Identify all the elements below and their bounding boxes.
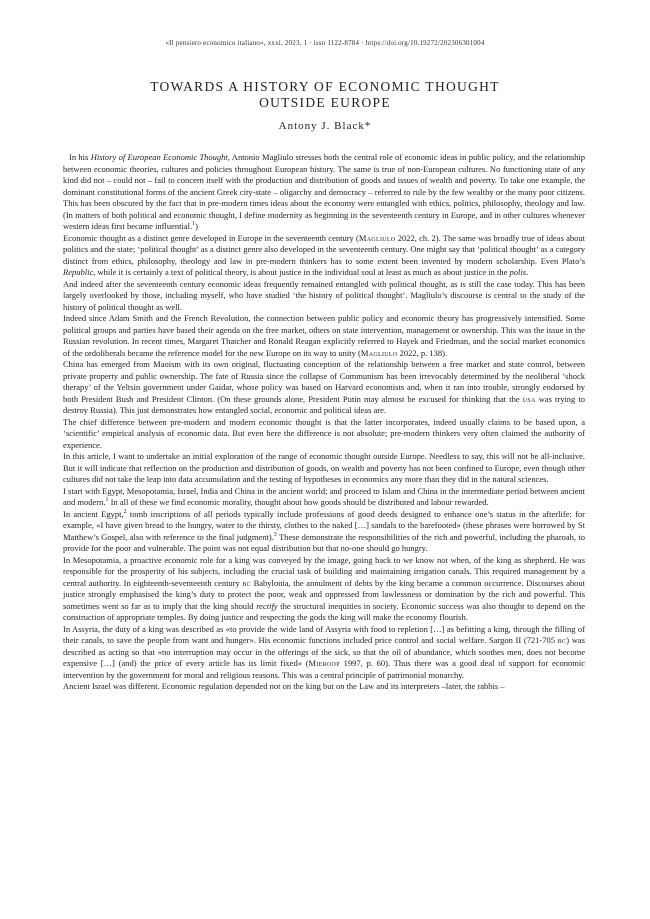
text-run: bc xyxy=(557,635,567,645)
text-run: rectify xyxy=(256,600,278,611)
body-paragraph xyxy=(63,509,585,555)
text-run: Republic xyxy=(63,267,94,277)
article-body xyxy=(63,152,585,693)
text-run: In ancient Egypt, xyxy=(63,508,124,519)
text-run: In this article, I want to undertake an initial exploration of the range of economic thought outside Europe. Needless to say, this will not be all-inclusive. But it will indicate that reflection on the production and distribution of goods, on wealth and poverty has not been confined to Europe, even though other cultures did not take the leap into data accumulation and the testing of hypotheses in economics any more than they did in the natural sciences. xyxy=(63,451,585,484)
text-run: I start with Egypt, Mesopotamia, Israel, India and China in the ancient world; and proceed to Islam and China in the intermediate period between ancient and modern. xyxy=(63,485,585,507)
footnote-marker: 2 xyxy=(123,508,127,515)
title-line-2: OUTSIDE EUROPE xyxy=(259,95,391,110)
text-run: 2022, ch. 2). The same was broadly true of ideas about politics and the state; ‘political thought’ as a distinct genre also developed in the seventeenth century. One might say that ‘political thought’ as a category distinct from ethics, philosophy, theology and law in pre-modern thinkers has to some extent been invented by modern scholarship. Even Plato’s xyxy=(63,232,585,266)
text-run: These demonstrate the responsibilities of the rich and powerful, including the pharoah, to provide for the poor and vulnerable. The point was not equal distribution but that no-one should go hungry. xyxy=(63,531,586,553)
body-paragraph xyxy=(63,624,585,682)
text-run: Mieroop xyxy=(308,658,340,668)
body-paragraph xyxy=(63,451,585,486)
body-paragraph xyxy=(63,359,585,417)
text-run: And indeed after the seventeenth century economic ideas frequently remained entangled with political thought, as is still the case today. This has been largely overlooked by those, including myself, who have studied ‘the history of political thought’. Magliulo’s discourse is central to the study of the history of political thought as well. xyxy=(63,278,585,312)
text-run: 2022, p. 138). xyxy=(397,347,448,358)
footnote-marker: 3 xyxy=(273,531,277,538)
text-run: Economic thought as a distinct genre developed in Europe in the seventeenth century ( xyxy=(63,232,359,243)
text-run: , Antonio Magliulo stresses both the central role of economic ideas in public policy, and the relationship between economic theories, cultures and policies throughout European history. The same is true of non-European cultures. No functioning state of any kind did not – could not – fail to concern itself with the production and distribution of goods and issues of wealth and poverty. To take one example, the dominant constitutional forms of the ancient Greek city-state – oligarchy and democracy – referred to rule by the few wealthy or the many poor citizens. This has been obscured by the fact that in pre-modern times ideas about the economy were entangled with ethics, politics, philosophy, theology and law. (In matters of both political and economic thought, I define modernity as beginning in the seventeenth century in Europe, and in other cultures whenever western ideas first became influential. xyxy=(63,152,586,231)
text-run: ) was described as acting so that «no interruption may occur in the offerings of the sick, so that the oil of abundance, which soothes men, does not become expensive […] (and) the price of every article has its limit fixed» ( xyxy=(63,635,585,668)
text-run: Magliulo xyxy=(360,347,398,358)
body-paragraph xyxy=(63,681,585,693)
author-name: Antony J. Black* xyxy=(278,120,372,132)
text-run: The chief difference between pre-modern and modern economic thought is that the latter incorporates, indeed usually claims to be based upon, a ‘scientific’ empirical analysis of economic data. But even here the difference is not absolute; pre-modern thinkers very often claimed the authority of experience. xyxy=(63,416,585,450)
text-run: Ancient Israel was different. Economic regulation depended not on the king but on the Law and its interpreters –later, the rabbis – xyxy=(63,681,505,691)
text-run: ) xyxy=(195,221,198,231)
article-title xyxy=(0,79,650,111)
body-paragraph xyxy=(63,233,585,279)
body-paragraph xyxy=(63,313,585,359)
text-run: tomb inscriptions of all periods typically include professions of good deeds designed to enhance one’s status in the afterlife: for example, «I have given bread to the hungry, water to the thirsty, clothes to the naked […] sandals to the barefooted» (these phrases were borrowed by St Matthew’s Gospel, also with reference to the final judgment). xyxy=(63,508,585,542)
text-run: was trying to destroy Russia). This just demonstrates how entangled social, economic and political ideas are. xyxy=(63,393,585,415)
footnote-marker: 1 xyxy=(105,497,109,504)
title-line-1: TOWARDS A HISTORY OF ECONOMIC THOUGHT xyxy=(150,79,500,94)
text-run: In all of these we find economic morality, thought about how goods should be distributed and labour rewarded. xyxy=(108,497,489,507)
text-run: , while it is certainly a text of political theory, is about justice in the individual soul at least as much as about justice in the xyxy=(93,267,510,277)
text-run: In Assyria, the duty of a king was described as «to provide the wide land of Assyria with food to repletion […] as befitting a king, through the filling of their canals, to save the people from want and hunger». His economic functions included price control and social welfare. Sargon II (721-705 xyxy=(63,623,585,645)
text-run: usa xyxy=(522,393,536,404)
text-run: . xyxy=(526,267,529,277)
body-paragraph xyxy=(63,417,585,452)
text-run: bc xyxy=(242,577,251,588)
text-run: In his xyxy=(69,152,91,162)
body-paragraph xyxy=(63,486,585,509)
body-paragraph xyxy=(63,279,585,314)
text-run: 1997, p. 60). Thus there was a good deal of support for economic intervention by the government for moral and religious reasons. This was a central principle of patrimonial monarchy. xyxy=(63,658,585,680)
body-paragraph xyxy=(63,152,585,233)
body-paragraph xyxy=(63,555,585,624)
running-header: «Il pensiero economico italiano», xxxi, 2023, 1 · issn 1122-8784 · https://doi.org/10.19272/202306301004 xyxy=(165,39,485,47)
text-run: History of European Economic Thought xyxy=(90,152,228,162)
text-run: China has emerged from Maoism with its own original, fluctuating conception of the relationship between a free market and state control, between private property and public ownership. The fate of Russia since the collapse of Communism has been irrevocably determined by the neoliberal ‘shock therapy’ of the Yeltsin government under Gaidar, whose policy was based on Harvard economists and, when it ran into trouble, strongly endorsed by both President Bush and President Clinton. (On these grounds alone, President Putin may almost be excused for thinking that the xyxy=(63,359,585,404)
text-run: Magliulo xyxy=(358,232,396,243)
text-run: Babylonia, the annulment of debts by the king became a common occurrence. Discourses about justice strongly emphasised the king’s duty to protect the poor, weak and oppressed from lawlessness or domination by the rich and powerful. This sometimes went so far as to imply that the king should xyxy=(63,577,586,611)
text-run: the structural inequities in society. Economic success was also thought to depend on the construction of appropriate temples. By doing justice and respecting the gods the king will make the economy flourish. xyxy=(63,600,586,622)
text-run: Indeed since Adam Smith and the French Revolution, the connection between public policy and economic theory has progressively intensified. Some political groups and parties have based their agenda on the free market, others on state intervention, management or ownership. This was the issue in the Russian revolution. In recent times, Margaret Thatcher and Ronald Reagan explicitly referred to Hayek and Friedman, and the social market economics of the ordoliberals became the reference model for the new Europe on its way to unity ( xyxy=(63,313,585,358)
text-run: In Mesopotamia, a proactive economic role for a king was conveyed by the image, going back to we know not when, of the king as shepherd. He was responsible for the prosperity of his subjects, including the crucial task of building and maintaining irrigation canals. This required management by a central authority. In eighteenth-seventeenth century xyxy=(63,554,585,588)
text-run: polis xyxy=(509,267,527,277)
footnote-marker: 1 xyxy=(192,221,196,228)
